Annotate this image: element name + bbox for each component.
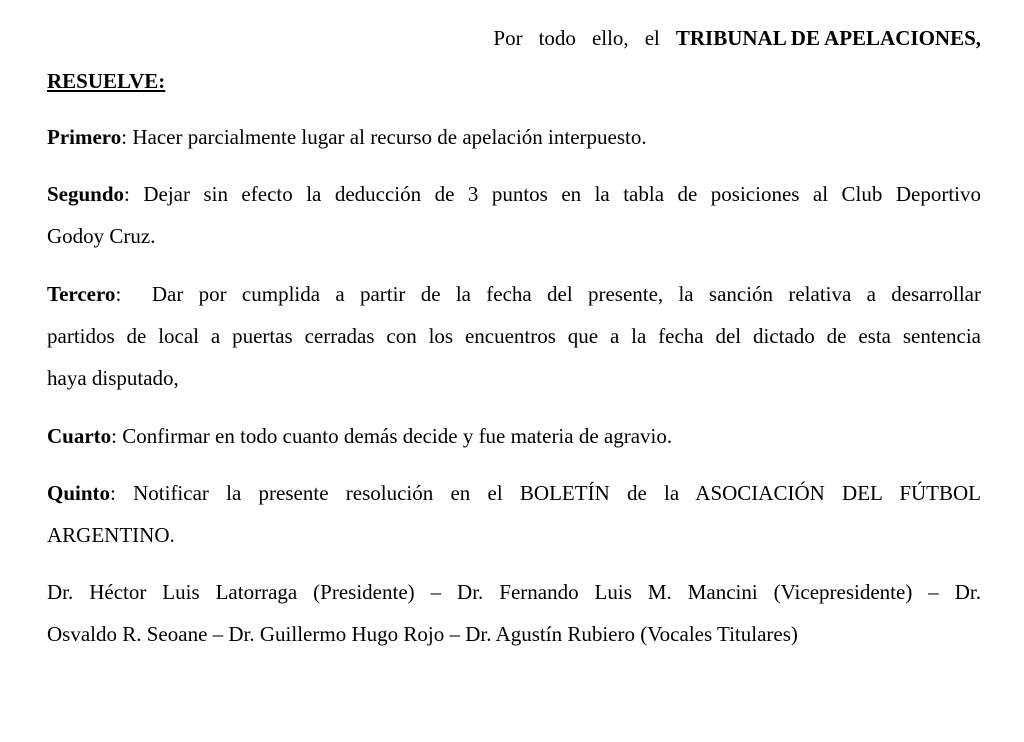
- resolution-item-cuarto: [47, 415, 981, 457]
- item-line: haya disputado,: [47, 366, 179, 390]
- resolution-item-quinto: [47, 472, 981, 556]
- item-text: Dejar sin efecto la deducción de 3 puntos en la tabla de posiciones al Club Deportivo: [143, 182, 981, 206]
- item-line: Segundo: Dejar sin efecto la deducción de 3 puntos en la tabla de posiciones al Club Deportivo: [47, 182, 981, 206]
- item-text: Confirmar en todo cuanto demás decide y fue materia de agravio.: [122, 424, 673, 448]
- signatories-line: Osvaldo R. Seoane – Dr. Guillermo Hugo Rojo – Dr. Agustín Rubiero (Vocales Titulares): [47, 622, 798, 646]
- item-text: Hacer parcialmente lugar al recurso de apelación interpuesto.: [132, 125, 647, 149]
- item-label: Primero: [47, 125, 122, 149]
- intro-word: todo: [538, 26, 576, 50]
- item-label: Quinto: [47, 481, 111, 505]
- resolution-item-primero: [47, 116, 981, 158]
- item-line: Tercero: Dar por cumplida a partir de la fecha del presente, la sanción relativa a desarrollar: [47, 282, 981, 306]
- item-label: Cuarto: [47, 424, 112, 448]
- item-line: ARGENTINO.: [47, 523, 175, 547]
- item-line: Quinto: Notificar la presente resolución en el BOLETÍN de la ASOCIACIÓN DEL FÚTBOL: [47, 481, 981, 505]
- signatories-line: Dr. Héctor Luis Latorraga (Presidente) – Dr. Fernando Luis M. Mancini (Vicepresidente) – Dr.: [47, 580, 981, 604]
- resuelve-heading: RESUELVE:: [47, 69, 166, 93]
- intro-word: el: [644, 26, 660, 50]
- resolution-item-tercero: [47, 273, 981, 399]
- signatories: [47, 571, 981, 655]
- court-name: TRIBUNAL DE APELACIONES,: [675, 26, 981, 50]
- intro-word: Por: [493, 26, 523, 50]
- intro-line: [47, 17, 981, 59]
- resolution-item-segundo: [47, 173, 981, 257]
- item-label: Tercero: [47, 282, 116, 306]
- intro-word: ello,: [591, 26, 629, 50]
- item-line: Primero: Hacer parcialmente lugar al recurso de apelación interpuesto.: [47, 125, 647, 149]
- item-line: partidos de local a puertas cerradas con los encuentros que a la fecha del dictado de esta sentencia: [47, 324, 981, 348]
- item-line: Cuarto: Confirmar en todo cuanto demás decide y fue materia de agravio.: [47, 424, 673, 448]
- item-line: Godoy Cruz.: [47, 224, 156, 248]
- item-text: Notificar la presente resolución en el BOLETÍN de la ASOCIACIÓN DEL FÚTBOL: [133, 481, 981, 505]
- item-label: Segundo: [47, 182, 125, 206]
- item-text: Dar por cumplida a partir de la fecha del presente, la sanción relativa a desarrollar: [151, 282, 981, 306]
